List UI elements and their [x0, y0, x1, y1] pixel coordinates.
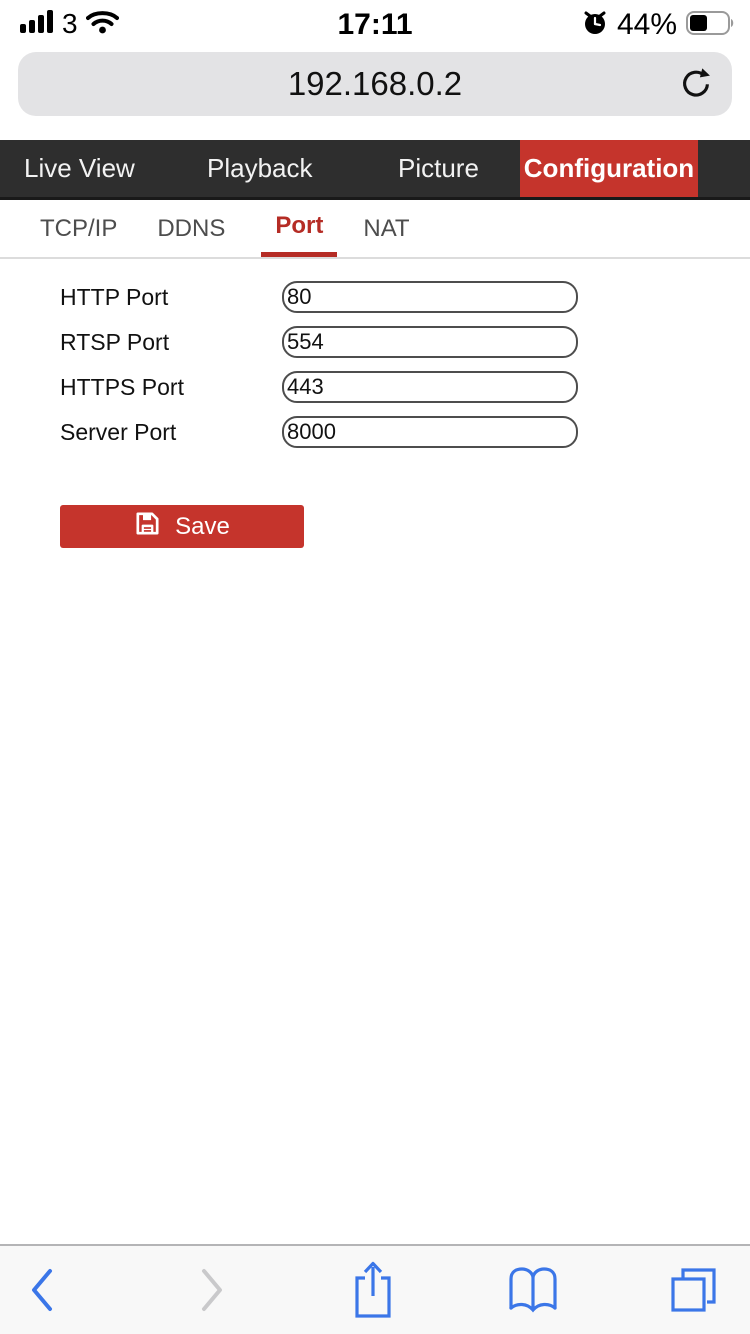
- nav-item-playback[interactable]: Playback: [207, 153, 313, 183]
- url-text[interactable]: 192.168.0.2: [287, 65, 463, 102]
- status-bar: [0, 0, 750, 50]
- carrier-label: 3: [62, 8, 78, 39]
- nav-item-picture[interactable]: Picture: [398, 153, 479, 183]
- status-time: 17:11: [337, 8, 413, 41]
- bookmarks-icon[interactable]: [493, 1246, 573, 1334]
- safari-toolbar: [0, 1244, 750, 1334]
- form-row-http-port: [0, 281, 750, 313]
- tab-nat[interactable]: NAT: [363, 215, 410, 242]
- rtsp-port-label: RTSP Port: [60, 328, 170, 355]
- https-port-label: HTTPS Port: [60, 373, 184, 400]
- form-row-server-port: [0, 416, 750, 448]
- save-floppy-icon: [134, 510, 161, 544]
- alarm-clock-icon: [582, 10, 608, 41]
- nav-item-configuration[interactable]: Configuration: [520, 140, 698, 197]
- server-port-field[interactable]: [282, 416, 578, 448]
- battery-icon: [686, 11, 736, 40]
- tab-ddns[interactable]: DDNS: [157, 215, 226, 242]
- battery-percent-label: 44%: [616, 8, 677, 41]
- reload-icon[interactable]: [678, 66, 714, 102]
- back-icon[interactable]: [2, 1246, 82, 1334]
- status-right-cluster: [582, 8, 736, 42]
- form-row-https-port: [0, 371, 750, 403]
- http-port-label: HTTP Port: [60, 283, 169, 310]
- rtsp-port-field[interactable]: [282, 326, 578, 358]
- share-icon[interactable]: [333, 1246, 413, 1334]
- form-row-rtsp-port: [0, 326, 750, 358]
- tabs-icon[interactable]: [653, 1246, 733, 1334]
- main-nav-bar: [0, 140, 750, 200]
- tab-tcpip[interactable]: TCP/IP: [40, 215, 118, 242]
- save-button-label: Save: [175, 512, 230, 540]
- save-button[interactable]: [60, 505, 304, 548]
- https-port-field[interactable]: [282, 371, 578, 403]
- http-port-field[interactable]: [282, 281, 578, 313]
- server-port-label: Server Port: [60, 418, 177, 445]
- forward-icon: [172, 1246, 252, 1334]
- port-settings-form: [0, 281, 750, 461]
- nav-item-live-view[interactable]: Live View: [24, 153, 135, 183]
- config-sub-tabs: [0, 203, 750, 259]
- url-bar[interactable]: [18, 52, 732, 116]
- tab-port[interactable]: Port: [261, 212, 337, 257]
